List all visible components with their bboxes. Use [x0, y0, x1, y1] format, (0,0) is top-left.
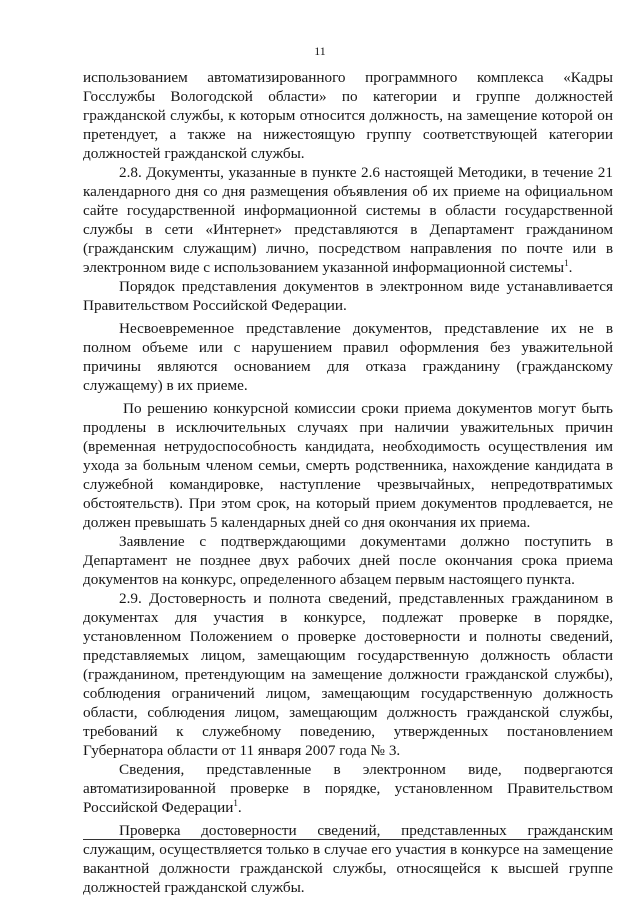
paragraph-2-9: 2.9. Достоверность и полнота сведений, представленных гражданином в документах для участия в конкурсе, подлежат проверке в порядке, установленном Положением о проверке достоверности и полноты сведений, представляемых лицом, замещающим государственную должность области (гражданином, претендующим на замещение должности гражданской службы), соблюдения ограничений лицом, замещающим государственную должность области, соблюдения лицом, замещающим должность гражданской службы, требований к служебному поведению, утвержденных постановлением Губернатора области от 11 января 2007 года № 3.: [83, 590, 613, 759]
footnote-mark: 1: [233, 797, 238, 808]
paragraph-electronic-check: [83, 760, 613, 817]
paragraph-continuation: использованием автоматизированного программного комплекса «Кадры Госслужбы Вологодской области» по категории и группе должностей гражданской службы, к которым относится должность, на замещение которой он претендует, а также на нижестоящую группу соответствующей категории должностей гражданской службы.: [83, 69, 613, 162]
paragraph-electronic-check-text: Сведения, представленные в электронном виде, подвергаются автоматизированной проверке в порядке, установленном Правительством Российской Федерации: [83, 761, 613, 816]
footnote-divider: [83, 839, 613, 840]
paragraph-verification: Проверка достоверности сведений, представленных гражданским служащим, осуществляется только в случае его участия в конкурсе на замещение вакантной должности гражданской службы, относящейся к высшей группе должностей гражданской службы.: [83, 822, 613, 896]
page-number: 11: [314, 44, 326, 58]
paragraph-extension: По решению конкурсной комиссии сроки приема документов могут быть продлены в исключительных случаях при наличии уважительных причин (временная нетрудоспособность кандидата, необходимость осуществления им ухода за больным членом семьи, смерть родственника, нахождение кандидата в служебной командировке, наступление чрезвычайных, непредотвратимых обстоятельств). При этом срок, на который прием документов продлевается, не должен превышать 5 календарных дней со дня окончания их приема.: [83, 400, 613, 531]
paragraph-electronic-order: Порядок представления документов в электронном виде устанавливается Правительством Российской Федерации.: [83, 278, 613, 314]
paragraph-late-submission: Несвоевременное представление документов, представление их не в полном объеме или с нарушением правил оформления без уважительной причины являются основанием для отказа гражданину (гражданскому служащему) в их приеме.: [83, 320, 613, 394]
paragraph-2-8: [83, 163, 613, 277]
paragraph-2-8-text: 2.8. Документы, указанные в пункте 2.6 настоящей Методики, в течение 21 календарного дня со дня размещения объявления об их приеме на официальном сайте государственной информационной системы в области государственной службы в сети «Интернет» представляются в Департамент гражданином (гражданским служащим) лично, посредством направления по почте или в электронном виде с использованием указанной информационной системы: [83, 164, 613, 276]
paragraph-electronic-check-end: .: [237, 799, 242, 816]
paragraph-application: Заявление с подтверждающими документами должно поступить в Департамент не позднее двух рабочих дней после окончания срока приема документов на конкурс, определенного абзацем первым настоящего пункта.: [83, 533, 613, 588]
paragraph-2-8-end: .: [568, 259, 573, 276]
footnote-mark: 1: [564, 257, 569, 268]
document-body: [83, 68, 613, 897]
